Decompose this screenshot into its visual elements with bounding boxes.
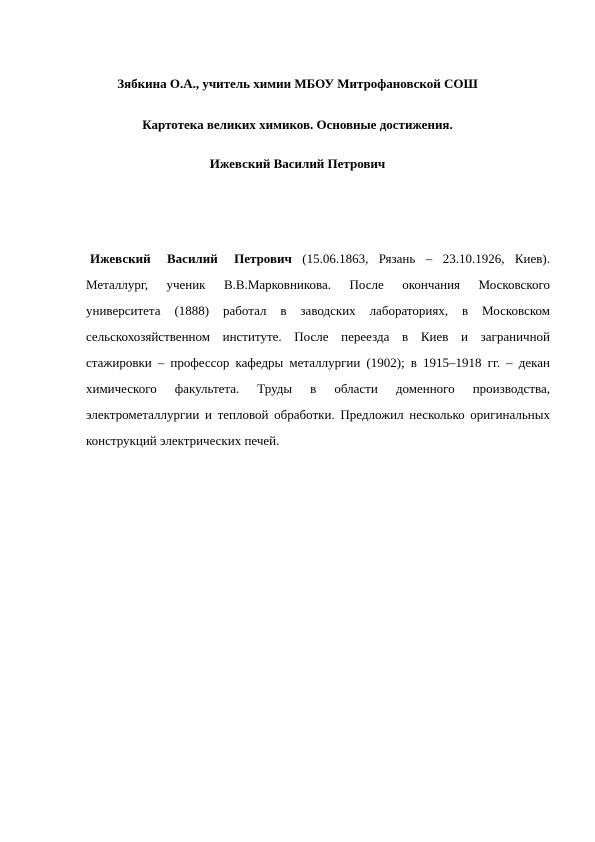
card-title: Картотека великих химиков. Основные достижения. xyxy=(142,117,453,132)
biography-text: (15.06.1863, Рязань – 23.10.1926, Киев). Металлург, ученик В.В.Марковникова. После окончания Московского университета (1888) работал в заводских лабораториях, в Московском сельскохозяйственном институте. После переезда в Киев и заграничной стажировки – профессор кафедры металлургии (1902); в 1915–1918 гг. – декан химического факультета. Труды в области доменного производства, электрометаллургии и тепловой обработки. Предложил несколько оригинальных конструкций электрических печей. xyxy=(86,251,550,448)
person-name-heading: Ижевский Василий Петрович xyxy=(209,156,386,171)
author-line: Зябкина О.А., учитель химии МБОУ Митрофановской СОШ xyxy=(117,76,478,91)
biography-paragraph xyxy=(86,246,550,454)
biography-name: Ижевский Василий Петрович xyxy=(90,251,292,266)
